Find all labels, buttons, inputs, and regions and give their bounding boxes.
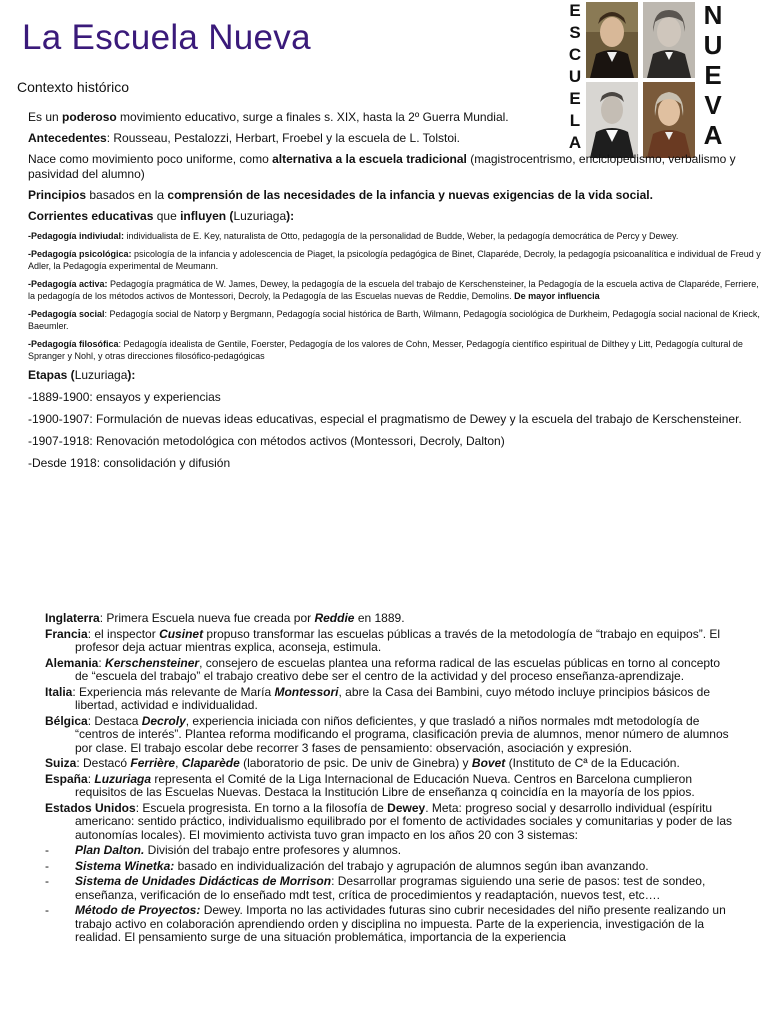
system-name: Sistema de Unidades Didácticas de Morrison <box>75 874 332 888</box>
person-name <box>182 756 240 770</box>
country-text: propuso transformar las escuelas públicas a través de la metodología de “trabajo en equipos”. El profesor deja actuar mientras explica, aconseja, estimula. <box>75 626 721 654</box>
text-run: : Rousseau, Pestalozzi, Herbart, Froebel y la escuela de L. Tolstoi. <box>106 131 460 145</box>
country-text: . Meta: progreso social y desarrollo individual (espíritu americano: sentido práctico, individualismo equilibrado por el fomento de actividades sociales y comunitarias y poder de las autonomías locales). El movimiento activista tuvo gran impacto en los años 20 con 3 sistemas: <box>75 800 733 842</box>
text-run-bold: ): <box>286 209 295 223</box>
corriente-label: -Pedagogía indiviudal: <box>28 231 125 241</box>
etapa-item: -1900-1907: Formulación de nuevas ideas educativas, especial el pragmatismo de Dewey y la escuela del trabajo de Kerschensteiner. <box>28 412 742 426</box>
antecedentes-paragraph <box>28 131 762 146</box>
text-run-bold: alternativa a la escuela tradicional <box>272 152 467 166</box>
text-run-bold: Principios <box>28 188 87 202</box>
person-name <box>274 685 338 699</box>
country-text: : <box>98 655 106 670</box>
country-entry <box>45 773 735 800</box>
person-name <box>94 772 151 786</box>
country-name: Bélgica <box>45 713 88 728</box>
corriente-item <box>28 230 762 242</box>
system-name: Método de Proyectos: <box>75 903 201 917</box>
country-text: : Primera Escuela nueva fue creada por <box>99 611 315 625</box>
country-text: representa el Comité de la Liga Internacional de Educación Nueva. Centros en Barcelona cumplieron requisitos de las Escuelas Nuevas. Destaca la Institución Libre de enseñanza q coincidía en la mayoría de los ppios. <box>75 771 695 799</box>
corriente-label: -Pedagogía psicológica: <box>28 249 132 259</box>
corriente-text: : Pedagogía idealista de Gentile, Foerster, Pedagogía de los valores de Cohn, Messer, Pedagogía científico espiritual de Dilthey y Litt, Pedagogía cultural de Spranger y Nohl, y otras direcciones filosófico-pedagógicas <box>28 339 743 361</box>
collage-letter: U <box>568 67 582 86</box>
country-name: Estados Unidos <box>45 800 136 815</box>
country-entry <box>45 757 735 771</box>
bullet-marker: - <box>45 843 49 857</box>
country-text: : Experiencia más relevante de María <box>72 684 275 699</box>
collage-letter: C <box>568 45 582 64</box>
etapa-item: -1889-1900: ensayos y experiencias <box>28 390 221 404</box>
collage-letter: V <box>704 90 722 120</box>
person-name-italic: Claparède <box>181 756 240 770</box>
collage-letter: E <box>569 1 581 20</box>
country-text: : el inspector <box>87 626 160 641</box>
country-text: : Escuela progresista. En torno a la filosofía de <box>135 800 388 815</box>
text-run: basados en la <box>86 188 168 202</box>
country-text: : <box>87 771 95 786</box>
bullet-marker: - <box>45 858 49 873</box>
country-name: Italia <box>45 684 73 699</box>
collage-letter: L <box>569 111 581 130</box>
etapas-heading <box>28 368 762 383</box>
country-text: , <box>175 756 182 770</box>
portrait-image <box>586 2 638 78</box>
system-text: Dewey. Importa no las actividades futuras sino cubrir necesidades del niño presente realizando un trabajo activo en colaboración aprendiendo orden y disciplina no impuesta. Parte de la experiencia, investigación de la realidad. El pensamiento surge de una situación problemática, importancia de la experiencia <box>75 903 726 944</box>
person-name-italic: Decroly <box>141 713 186 728</box>
corrientes-heading <box>28 209 762 224</box>
country-text: , abre la Casa dei Bambini, cuyo método incluye principios básicos de libertad, actividad e individualidad. <box>75 684 711 712</box>
country-name: Alemania <box>45 655 99 670</box>
collage-letter: S <box>569 23 581 42</box>
system-name: Plan Dalton. <box>75 843 145 857</box>
text-run-bold: influyen ( <box>180 209 234 223</box>
person-name <box>314 611 354 625</box>
system-name: Sistema Winetka: <box>75 858 175 873</box>
person-name-italic: Bovet <box>471 756 506 770</box>
text-run-bold: Antecedentes <box>28 131 107 145</box>
corriente-text: psicología de la infancia y adolescencia de Piaget, la psicología pedagógica de Binet, Claparéde, Decroly, la pedagogía psicoanalítica e individual de Freud y Adler, la Pedagogía experimental de Meumann. <box>28 249 761 271</box>
person-name <box>159 627 203 641</box>
bullet-marker: - <box>45 874 49 888</box>
text-run: que <box>153 209 181 223</box>
bullet-marker: - <box>45 903 49 917</box>
corriente-item <box>28 308 762 332</box>
etapa-item: -1907-1918: Renovación metodológica con métodos activos (Montessori, Decroly, Dalton) <box>28 434 505 448</box>
system-text: División del trabajo entre profesores y alumnos. <box>144 843 402 857</box>
country-text: (Instituto de Cª de la Educación. <box>505 756 680 770</box>
system-item <box>45 844 735 858</box>
country-text: en 1889. <box>354 611 405 625</box>
person-name <box>142 714 186 728</box>
text-run-bold: Corrientes educativas <box>28 209 154 223</box>
country-entry <box>45 715 735 756</box>
corriente-label: -Pedagogía filosófica <box>28 339 119 349</box>
system-item <box>45 904 735 945</box>
person-name <box>105 656 199 670</box>
collage-letter: U <box>703 30 723 60</box>
country-text: : Destacó <box>76 756 131 770</box>
corriente-label: -Pedagogía activa: <box>28 279 108 289</box>
systems-list <box>45 844 735 945</box>
countries-list <box>45 612 735 842</box>
context-section <box>28 110 762 477</box>
country-name: Inglaterra <box>45 611 100 625</box>
person-name-italic: Reddie <box>314 611 355 625</box>
etapa-item: -Desde 1918: consolidación y difusión <box>28 456 231 470</box>
country-name: España <box>45 771 88 786</box>
corriente-item <box>28 248 762 272</box>
country-entry <box>45 628 735 655</box>
person-name-italic: Luzuriaga <box>94 771 152 786</box>
text-run-bold: poderoso <box>62 110 117 124</box>
country-entry <box>45 657 735 684</box>
corriente-item <box>28 338 762 362</box>
corriente-item <box>28 278 762 302</box>
country-entry <box>45 686 735 713</box>
collage-letter: A <box>703 120 723 150</box>
text-run: Luzuriaga <box>233 209 287 223</box>
collage-letter: E <box>569 89 581 108</box>
collage-letter: N <box>703 0 723 30</box>
section-subtitle: Contexto histórico <box>17 79 130 95</box>
person-name-italic: Ferrière <box>130 756 176 770</box>
portrait-image <box>643 2 695 78</box>
corriente-highlight: De mayor influencia <box>514 291 600 301</box>
country-name: Suiza <box>45 756 77 770</box>
text-run-bold: Etapas ( <box>28 368 75 382</box>
text-run-bold: ): <box>127 368 136 382</box>
corriente-text: individualista de E. Key, naturalista de Otto, pedagogía de la personalidad de Budde, Weber, la pedagogía democrática de Percy y Dewey. <box>124 231 679 241</box>
countries-section <box>45 612 735 947</box>
collage-letter: A <box>568 133 582 152</box>
page-title: La Escuela Nueva <box>22 18 311 57</box>
country-text: (laboratorio de psic. De univ de Ginebra) y <box>239 756 472 770</box>
system-text: basado en individualización del trabajo y agrupación de alumnos según iban avanzando. <box>174 858 649 873</box>
country-entry <box>45 612 735 626</box>
system-text: : Desarrollar programas siguiendo una serie de pasos: test de sondeo, enseñanza, verificación de lo enseñado mdt test, crítica de procedimientos y readaptación, nuevos test, etc…. <box>75 874 706 902</box>
system-item <box>45 860 735 874</box>
person-name-italic: Kerschensteiner <box>105 655 200 670</box>
corriente-text: : Pedagogía social de Natorp y Bergmann, Pedagogía social histórica de Barth, Wilmann, Pedagogía sociológica de Durkheim, Pedagogía social nacional de Krieck, Baeumler. <box>28 309 760 331</box>
country-text: , consejero de escuelas plantea una reforma radical de las escuelas públicas en torno al concepto de “escuela del trabajo” el trabajo creativo debe ser el centro de la actividad y del proceso enseñanza-aprendizaje. <box>75 655 721 683</box>
person-name <box>130 756 175 770</box>
person-name: Dewey <box>387 800 426 815</box>
corriente-text: Pedagogía pragmática de W. James, Dewey, la pedagogía de la escuela del trabajo de Kerschensteiner, la Pedagogía de la escuela activa de Claparéde, Ferriere, la pedagogía de los métodos activos de Montessori, Decroly, la Pedagogía de las Escuelas nuevas de Reddie, Demolins. <box>28 279 759 301</box>
collage-letter: E <box>704 60 722 90</box>
country-entry <box>45 802 735 843</box>
origin-paragraph <box>28 152 762 182</box>
country-name: Francia <box>45 626 88 641</box>
person-name-italic: Montessori <box>274 684 339 699</box>
text-run-bold: comprensión de las necesidades de la infancia y nuevas exigencias de la vida social. <box>167 188 653 202</box>
corriente-label: -Pedagogía social <box>28 309 105 319</box>
system-item <box>45 875 735 902</box>
country-text: : Destaca <box>87 713 142 728</box>
intro-paragraph <box>28 110 762 125</box>
person-name <box>472 756 505 770</box>
text-run: movimiento educativo, surge a finales s. XIX, hasta la 2º Guerra Mundial. <box>116 110 509 124</box>
text-run: (magistrocentrismo, enciclopedismo, verbalismo y pasividad del alumno) <box>28 152 736 181</box>
text-run: Es un <box>28 110 63 124</box>
text-run: Nace como movimiento poco uniforme, como <box>28 152 273 166</box>
text-run: Luzuriaga <box>74 368 128 382</box>
country-text: , experiencia iniciada con niños deficientes, y que trasladó a niños normales mdt metodología de “centros de interés”. Plantea reforma modificando el programa, clasificación previa de alumnos, menor número de alumnos por clase. El trabajo escolar debe recorrer 3 fases de pensamiento: observación, asociación y expresión. <box>75 713 729 755</box>
principios-paragraph <box>28 188 762 203</box>
person-name-italic: Cusinet <box>159 626 204 641</box>
